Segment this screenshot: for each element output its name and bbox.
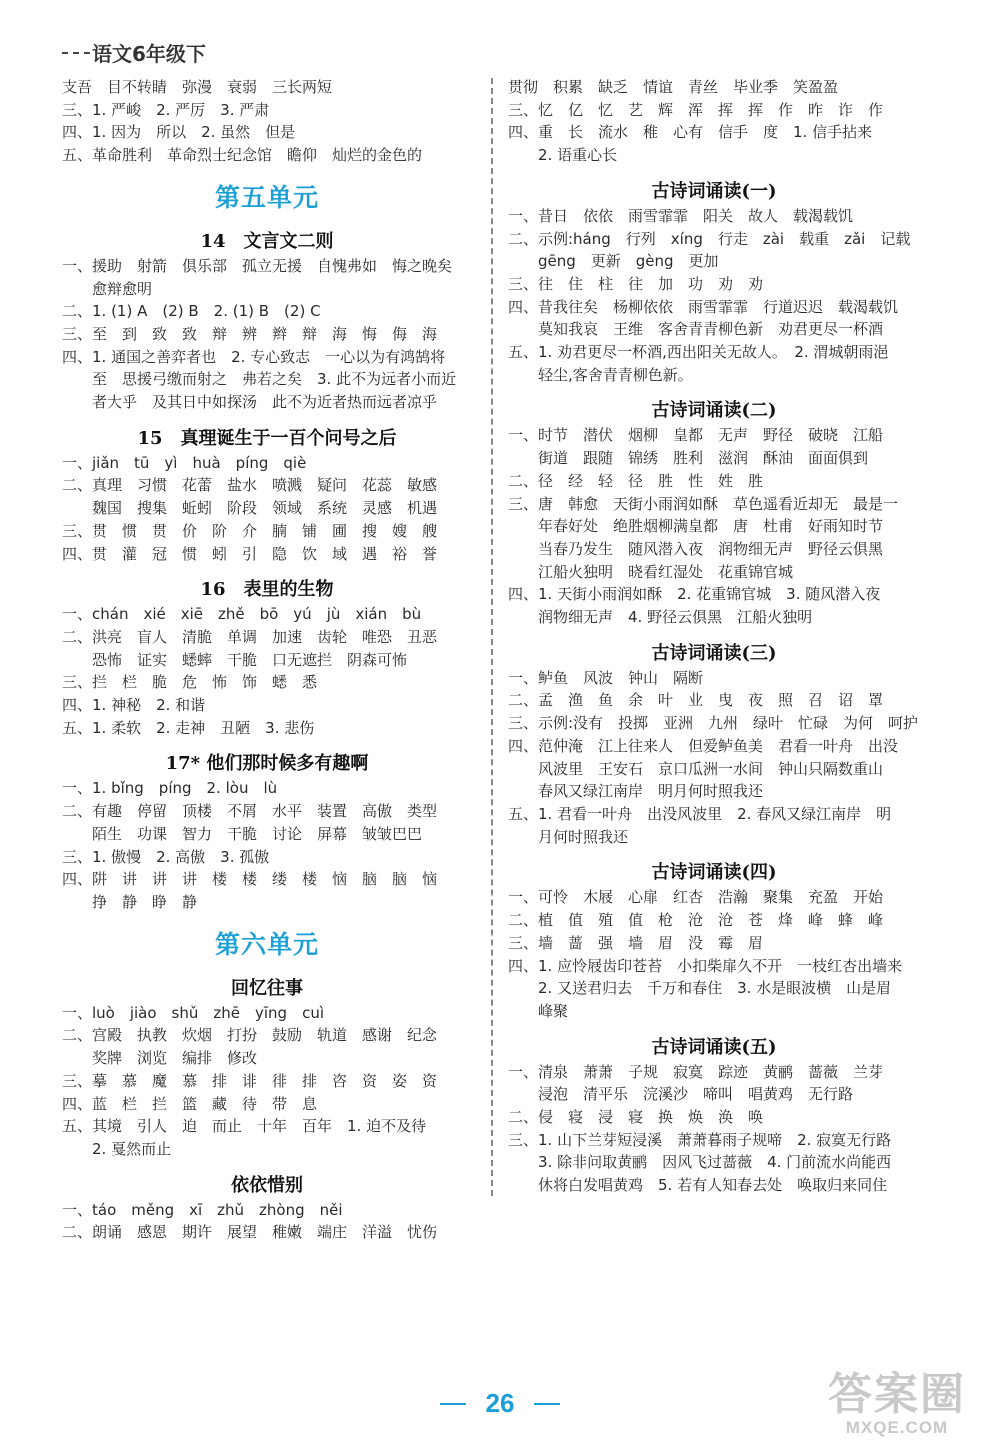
answer-line: 五、革命胜利 革命烈士纪念馆 瞻仰 灿烂的金色的 [62, 146, 423, 165]
answer-line: 魏国 搜集 蚯蚓 阶段 领域 系统 灵感 机遇 [62, 499, 438, 518]
section-gap [508, 629, 920, 637]
answer-line: 三、1. 严峻 2. 严厉 3. 严肃 [62, 100, 270, 119]
section-gap [62, 1161, 472, 1169]
answer-line: 风波里 王安石 京口瓜洲一水间 钟山只隔数重山 [508, 759, 884, 778]
answer-line: 三、拦 栏 脆 危 怖 饰 蟋 悉 [62, 673, 318, 692]
answer-line: 三、往 住 柱 往 加 功 劝 劝 [508, 274, 764, 293]
answer-line: 五、1. 柔软 2. 走神 丑陋 3. 悲伤 [62, 718, 315, 737]
answer-line: 一、jiǎn tū yì huà píng qiè [62, 453, 307, 472]
answer-line: 三、墙 蔷 强 墙 眉 没 霉 眉 [508, 933, 764, 952]
answer-line: 四、贯 灌 冠 惯 蚓 引 隐 饮 域 遇 裕 誉 [62, 544, 438, 563]
answer-line: 五、1. 君看一叶舟 出没风波里 2. 春风又绿江南岸 明 [508, 804, 892, 823]
lesson-title: 古诗词诵读(三) [651, 642, 777, 664]
answer-line: 支吾 目不转睛 弥漫 衰弱 三长两短 [62, 78, 333, 96]
answer-line: 春风又绿江南岸 明月何时照我还 [508, 782, 764, 801]
answer-line: 二、示例:háng 行列 xíng 行走 zài 载重 zǎi 记载 [508, 229, 911, 248]
answer-line: 一、鲈鱼 风波 钟山 隔断 [508, 668, 704, 687]
answer-line: 至 思援弓缴而射之 弗若之矣 3. 此不为远者小而近 [62, 370, 457, 389]
answer-line: 一、luò jiào shǔ zhē yīng cuì [62, 1003, 324, 1022]
column-divider [491, 78, 493, 1196]
answer-line: 奖牌 浏览 编排 修改 [62, 1049, 258, 1068]
answer-line: 一、táo měng xī zhǔ zhòng něi [62, 1200, 343, 1219]
answer-line: 四、1. 通国之善弈者也 2. 专心致志 一心以为有鸿鹄将 [62, 347, 446, 366]
answer-line: 陌生 功课 智力 干脆 讨论 屏幕 皱皱巴巴 [62, 824, 423, 843]
answer-line: 四、1. 应怜屐齿印苍苔 小扣柴扉久不开 一枝红杏出墙来 [508, 956, 903, 975]
answer-line: 四、昔我往矣 杨柳依依 雨雪霏霏 行道迟迟 载渴载饥 [508, 297, 899, 316]
answer-line: 二、宫殿 执教 炊烟 打扮 鼓励 轨道 感谢 纪念 [62, 1026, 438, 1045]
lesson-title: 古诗词诵读(二) [651, 400, 777, 422]
answer-line: 四、1. 天街小雨润如酥 2. 花重锦官城 3. 随风潜入夜 [508, 585, 881, 604]
answer-line: 江船火独明 晓看红湿处 花重锦官城 [508, 562, 794, 581]
answer-line: 一、援助 射箭 俱乐部 孤立无援 自愧弗如 悔之晚矣 [62, 256, 453, 275]
answer-line: 月何时照我还 [508, 827, 629, 846]
left-column [62, 76, 472, 1244]
answer-line: 恐怖 证实 蟋蟀 干脆 口无遮拦 阴森可怖 [62, 650, 408, 669]
answer-line: 愈辩愈明 [62, 279, 153, 298]
answer-line: 2. 又送君归去 千万和春住 3. 水是眼波横 山是眉 [508, 979, 892, 998]
answer-line: 四、阱 讲 讲 讲 楼 楼 缕 楼 恼 脑 脑 恼 [62, 870, 438, 889]
answer-line: 二、植 值 殖 值 枪 沧 沧 苍 烽 峰 蜂 峰 [508, 911, 884, 930]
lesson-title: 古诗词诵读(四) [651, 862, 777, 884]
answer-line: 三、示例:没有 投掷 亚洲 九州 绿叶 忙碌 为何 呵护 [508, 714, 919, 733]
answer-line: 2. 戛然而止 [62, 1139, 172, 1158]
lesson-title: 14 文言文二则 [200, 230, 334, 252]
lesson-title: 15 真理诞生于一百个问号之后 [137, 427, 397, 449]
footer-dash-left [440, 1403, 466, 1405]
answer-line: 二、真理 习惯 花蕾 盐水 喷溅 疑问 花蕊 敏感 [62, 476, 438, 495]
answer-line: 五、其境 引人 迫 而止 十年 百年 1. 迫不及待 [62, 1117, 427, 1136]
answer-line: 四、范仲淹 江上往来人 但爱鲈鱼美 君看一叶舟 出没 [508, 736, 899, 755]
answer-line: 五、1. 劝君更尽一杯酒,西出阳关无故人。 2. 渭城朝雨浥 [508, 343, 889, 362]
answer-line: 四、蓝 栏 拦 篮 藏 待 带 息 [62, 1094, 318, 1113]
lesson-title: 16 表里的生物 [200, 579, 334, 601]
answer-line: 三、贯 惯 贯 价 阶 介 腩 铺 圃 搜 嫂 艘 [62, 521, 438, 540]
answer-line: 莫知我哀 王维 客舍青青柳色新 劝君更尽一杯酒 [508, 320, 884, 339]
answer-line: 二、朗诵 感恩 期许 展望 稚嫩 端庄 洋溢 忧伤 [62, 1223, 438, 1242]
unit-heading: 第六单元 [214, 929, 319, 959]
answer-line: 四、重 长 流水 稚 心有 信手 度 1. 信手拈来 [508, 123, 873, 142]
section-gap [508, 167, 920, 175]
answer-line: 润物细无声 4. 野径云俱黑 江船火独明 [508, 608, 813, 627]
header-decoration [62, 52, 90, 54]
answer-line: 二、1. (1) A (2) B 2. (1) B (2) C [62, 302, 321, 321]
answer-line: 浸泡 清平乐 浣溪沙 啼叫 唱黄鸡 无行路 [508, 1085, 854, 1104]
answer-line: 三、至 到 致 致 辩 辨 辫 辩 海 悔 侮 海 [62, 324, 438, 343]
answer-line: 二、洪亮 盲人 清脆 单调 加速 齿轮 唯恐 丑恶 [62, 627, 438, 646]
answer-line: 四、1. 神秘 2. 和谐 [62, 696, 206, 715]
answer-line: 街道 跟随 锦绣 胜利 滋润 酥油 面面俱到 [508, 449, 869, 468]
section-gap [62, 565, 472, 573]
lesson-title: 依依惜别 [231, 1174, 303, 1196]
answer-line: 者大乎 及其日中如探汤 此不为近者热而远者凉乎 [62, 393, 438, 412]
answer-line: 一、chán xié xiē zhě bō yú jù xián bù [62, 605, 422, 624]
answer-line: 三、唐 韩愈 天街小雨润如酥 草色遥看近却无 最是一 [508, 494, 899, 513]
right-column [508, 76, 920, 1197]
answer-line: 2. 语重心长 [508, 146, 618, 165]
answer-line: 休将白发唱黄鸡 5. 若有人知春去处 唤取归来同住 [508, 1176, 888, 1195]
answer-line: 一、清泉 萧萧 子规 寂寞 踪迹 黄鹂 蔷薇 兰芽 [508, 1062, 884, 1081]
answer-line: gēng 更新 gèng 更加 [508, 252, 719, 271]
watermark-text: 答案圈 [828, 1369, 966, 1420]
section-gap [62, 739, 472, 747]
answer-line: 三、摹 慕 魔 慕 排 诽 徘 排 咨 资 姿 资 [62, 1071, 438, 1090]
answer-line: 三、1. 山下兰芽短浸溪 萧萧暮雨子规啼 2. 寂寞无行路 [508, 1130, 892, 1149]
answer-line: 峰聚 [508, 1001, 569, 1020]
section-gap [508, 848, 920, 856]
answer-line: 二、有趣 停留 顶楼 不屑 水平 装置 高傲 类型 [62, 802, 438, 821]
answer-line: 贯彻 积累 缺乏 情谊 青丝 毕业季 笑盈盈 [508, 78, 839, 96]
lesson-title: 回忆往事 [231, 977, 303, 999]
unit-heading: 第五单元 [214, 182, 319, 212]
answer-line: 一、1. bǐng píng 2. lòu lù [62, 779, 278, 798]
page-number: 26 [485, 1388, 515, 1418]
answer-line: 挣 静 睁 静 [62, 892, 198, 911]
section-gap [62, 217, 472, 225]
lesson-title: 古诗词诵读(五) [651, 1036, 777, 1058]
answer-line: 年春好处 绝胜烟柳满皇都 唐 杜甫 好雨知时节 [508, 517, 884, 536]
lesson-title: 古诗词诵读(一) [651, 180, 777, 202]
watermark-logo [812, 1369, 982, 1438]
answer-line: 三、忆 亿 忆 艺 辉 浑 挥 挥 作 昨 诈 作 [508, 100, 884, 119]
section-gap [508, 386, 920, 394]
lesson-title: 17* 他们那时候多有趣啊 [165, 753, 369, 775]
answer-line: 一、昔日 依依 雨雪霏霏 阳关 故人 载渴载饥 [508, 206, 854, 225]
section-gap [62, 414, 472, 422]
page-header: 语文6年级下 [92, 42, 206, 66]
answer-line: 轻尘,客舍青青柳色新。 [508, 365, 693, 384]
footer-dash-right [534, 1403, 560, 1405]
answer-line: 当春乃发生 随风潜入夜 润物细无声 野径云俱黑 [508, 539, 884, 558]
answer-line: 三、1. 傲慢 2. 高傲 3. 孤傲 [62, 847, 270, 866]
section-gap [508, 1023, 920, 1031]
answer-line: 一、时节 潜伏 烟柳 皇都 无声 野径 破晓 江船 [508, 426, 884, 445]
section-gap [62, 167, 472, 175]
section-gap [62, 964, 472, 972]
answer-line: 二、孟 渔 鱼 余 叶 业 曳 夜 照 召 诏 罩 [508, 691, 884, 710]
answer-line: 二、侵 寝 浸 寝 换 焕 涣 唤 [508, 1108, 764, 1127]
answer-line: 3. 除非问取黄鹂 因风飞过蔷薇 4. 门前流水尚能西 [508, 1153, 892, 1172]
answer-line: 四、1. 因为 所以 2. 虽然 但是 [62, 123, 296, 142]
watermark-url: MXQE.COM [845, 1418, 949, 1437]
section-gap [62, 914, 472, 922]
answer-line: 一、可怜 木屐 心扉 红杏 浩瀚 聚集 充盈 开始 [508, 888, 884, 907]
answer-line: 二、径 经 轻 径 胜 性 姓 胜 [508, 471, 764, 490]
